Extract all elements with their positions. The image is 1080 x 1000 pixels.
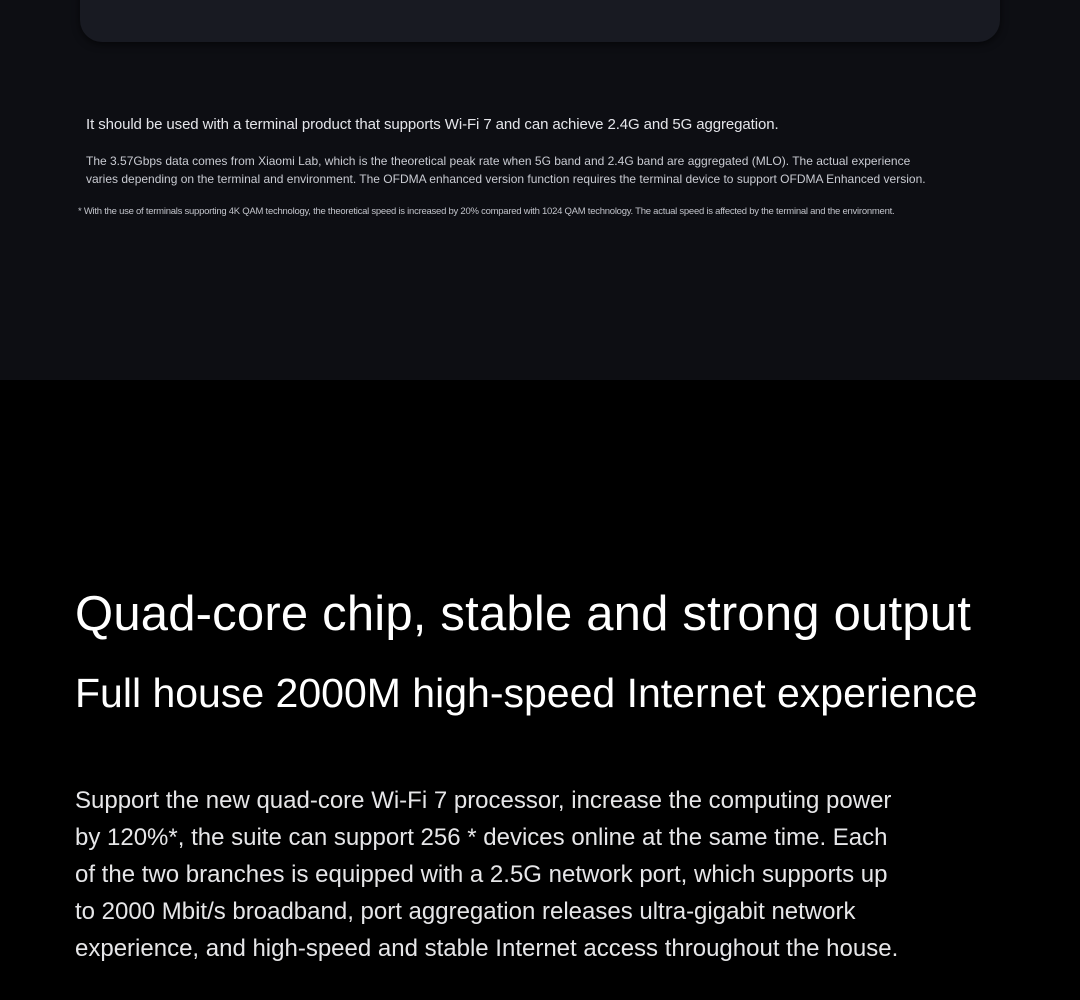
feature-description xyxy=(75,782,1005,967)
feature-description-line: Support the new quad-core Wi-Fi 7 processor, increase the computing power xyxy=(75,787,892,814)
qam-footnote: * With the use of terminals supporting 4K QAM technology, the theoretical speed is increased by 20% compared with 1024 QAM technology. The actual speed is affected by the terminal and the environment. xyxy=(78,206,895,217)
terminal-requirement-note: It should be used with a terminal product that supports Wi-Fi 7 and can achieve 2.4G and 5G aggregation. xyxy=(86,116,779,133)
footnote-section xyxy=(0,0,1080,380)
feature-description-line: experience, and high-speed and stable Internet access throughout the house. xyxy=(75,935,899,962)
spec-card xyxy=(80,0,1000,42)
feature-headline: Quad-core chip, stable and strong output xyxy=(75,587,972,641)
feature-description-line: to 2000 Mbit/s broadband, port aggregation releases ultra-gigabit network xyxy=(75,898,856,925)
lab-data-note-line: varies depending on the terminal and environment. The OFDMA enhanced version function requires the terminal device to support OFDMA Enhanced version. xyxy=(86,172,926,186)
feature-description-line: of the two branches is equipped with a 2.5G network port, which supports up xyxy=(75,861,888,888)
feature-subheadline: Full house 2000M high-speed Internet experience xyxy=(75,670,978,716)
feature-description-line: by 120%*, the suite can support 256 * devices online at the same time. Each xyxy=(75,824,888,851)
lab-data-note xyxy=(86,152,986,188)
lab-data-note-line: The 3.57Gbps data comes from Xiaomi Lab, which is the theoretical peak rate when 5G band and 2.4G band are aggregated (MLO). The actual experience xyxy=(86,154,911,168)
